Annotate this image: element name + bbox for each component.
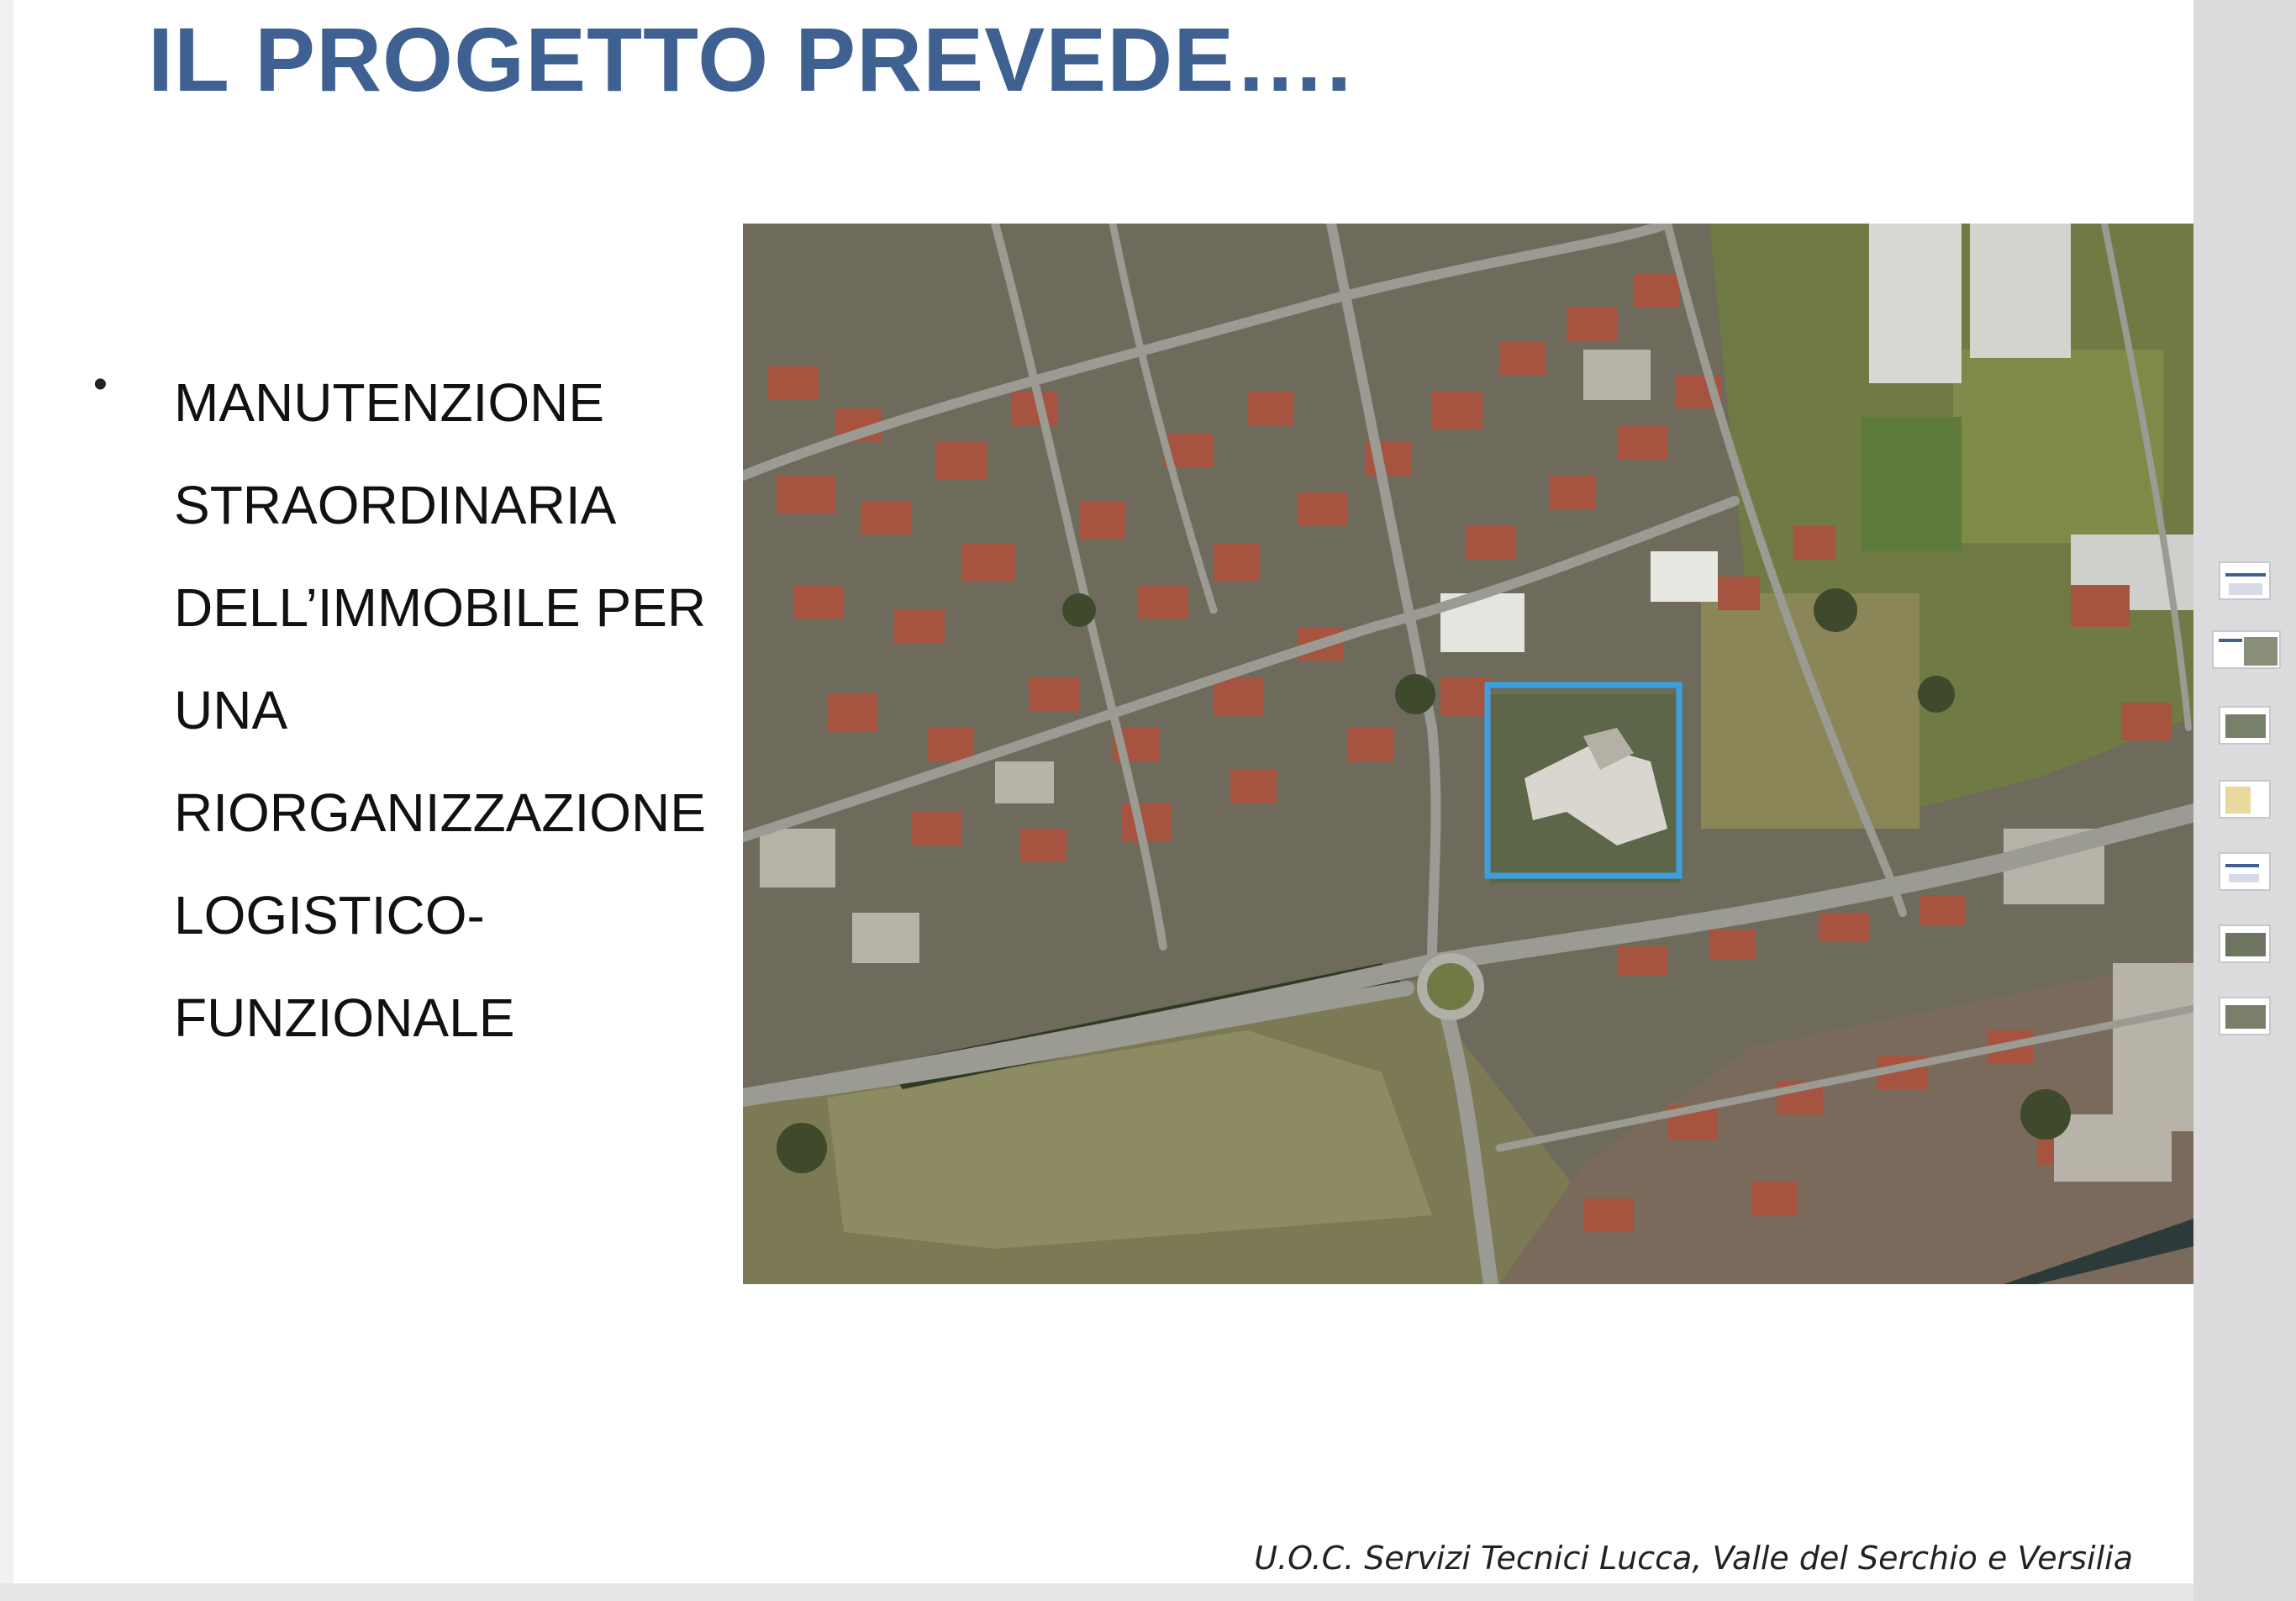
bullet-marker: • [93, 362, 108, 407]
thumbnail-content [2225, 933, 2266, 956]
thumbnail-content [2225, 787, 2251, 814]
slide-title: IL PROGETTO PREVEDE…. [148, 8, 1353, 110]
bullet-line: UNA [174, 680, 288, 740]
thumbnail-content [2225, 714, 2266, 738]
bullet-line: STRAORDINARIA [174, 475, 617, 535]
bullet-line: MANUTENZIONE [174, 372, 604, 433]
thumbnail-content [2244, 637, 2278, 666]
thumbnail-content [2229, 874, 2259, 882]
thumbnail-title-bar [2225, 573, 2266, 577]
bullet-line: DELL’IMMOBILE PER [174, 577, 707, 638]
bullet-line: FUNZIONALE [174, 987, 515, 1048]
slide-footer: U.O.C. Servizi Tecnici Lucca, Valle del Serchio e Versilia [1254, 1540, 2133, 1577]
aerial-map-drawing [743, 224, 2252, 1284]
slide-thumbnail[interactable] [2219, 852, 2271, 891]
slide-thumbnail[interactable] [2219, 997, 2271, 1035]
window-bottom-strip [0, 1583, 2193, 1601]
slide-thumbnail[interactable] [2219, 924, 2271, 963]
thumbnail-title-bar [2219, 639, 2242, 642]
slide-thumbnail[interactable] [2212, 630, 2281, 669]
slide-thumbnail[interactable] [2219, 706, 2271, 745]
thumbnail-content [2229, 583, 2262, 595]
bullet-line: LOGISTICO- [174, 885, 485, 945]
bullet-line: RIORGANIZZAZIONE [174, 782, 706, 843]
thumbnail-content [2225, 1005, 2266, 1029]
aerial-map-image [743, 224, 2252, 1284]
thumbnail-title-bar [2225, 864, 2259, 867]
bullet-text [174, 351, 779, 1069]
slide-thumbnail-sidebar [2193, 0, 2296, 1601]
slide-thumbnail[interactable] [2219, 780, 2271, 819]
slide-thumbnail[interactable] [2219, 561, 2271, 600]
